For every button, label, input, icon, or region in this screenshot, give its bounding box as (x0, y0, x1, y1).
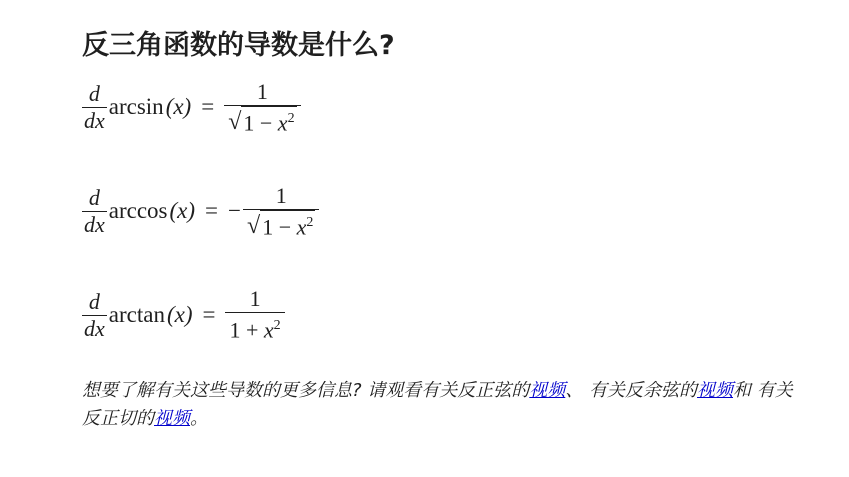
function-name: arctan (108, 302, 165, 327)
exponent: 2 (306, 214, 314, 230)
radical-icon: √ (247, 213, 261, 240)
note-text: 想要了解有关这些导数的更多信息? 请观看有关反正弦的 (82, 380, 530, 401)
equals-sign: = (205, 198, 219, 223)
result-numerator: 1 (249, 286, 261, 312)
function-argument: (x) (165, 94, 192, 119)
arcsin-video-link[interactable]: 视频 (529, 380, 566, 401)
arctan-video-link[interactable]: 视频 (154, 408, 190, 429)
derivative-denominator: dx (84, 211, 105, 237)
radicand-variable: x (296, 214, 307, 240)
function-name: arcsin (108, 94, 164, 119)
formula-arccos (82, 172, 802, 276)
result-fraction (225, 286, 284, 343)
note-text: 。 (190, 408, 208, 429)
result-fraction (243, 183, 319, 239)
radicand (241, 106, 296, 135)
derivative-operator (82, 81, 107, 134)
denominator-prefix: 1 + (229, 317, 264, 343)
result-numerator: 1 (275, 182, 287, 208)
radicand-prefix: 1 − (262, 214, 297, 240)
square-root (247, 210, 315, 239)
exponent: 2 (273, 318, 281, 334)
equals-sign: = (201, 94, 215, 119)
result-numerator: 1 (256, 78, 268, 104)
video-links-note (82, 377, 802, 433)
note-text: 和 有关反正切的 (82, 380, 793, 429)
section-heading: 反三角函数的导数是什么? (82, 30, 395, 61)
radical-icon: √ (228, 109, 242, 136)
derivative-denominator: dx (84, 107, 105, 133)
minus-sign: − (228, 198, 242, 223)
radicand-prefix: 1 − (243, 110, 278, 136)
derivative-numerator: d (88, 288, 100, 314)
square-root (228, 106, 296, 135)
function-argument: (x) (166, 302, 193, 327)
article-content (82, 24, 802, 429)
radicand (260, 210, 315, 239)
result-fraction (224, 79, 300, 135)
derivative-numerator: d (88, 184, 100, 210)
derivative-operator (82, 289, 107, 342)
result-denominator (224, 106, 300, 135)
result-denominator (225, 313, 284, 343)
radicand-variable: x (277, 110, 288, 136)
arccos-video-link[interactable]: 视频 (697, 380, 734, 401)
result-denominator (243, 210, 319, 239)
note-text: 、 有关反余弦的 (565, 380, 698, 401)
exponent: 2 (287, 110, 295, 126)
formula-arcsin (82, 68, 802, 172)
derivative-operator (82, 185, 107, 238)
function-name: arccos (108, 198, 168, 223)
derivative-denominator: dx (84, 315, 105, 341)
derivative-numerator: d (88, 80, 100, 106)
formula-arctan (82, 276, 802, 376)
denominator-variable: x (263, 317, 274, 343)
equals-sign: = (202, 302, 216, 327)
function-argument: (x) (169, 198, 196, 223)
